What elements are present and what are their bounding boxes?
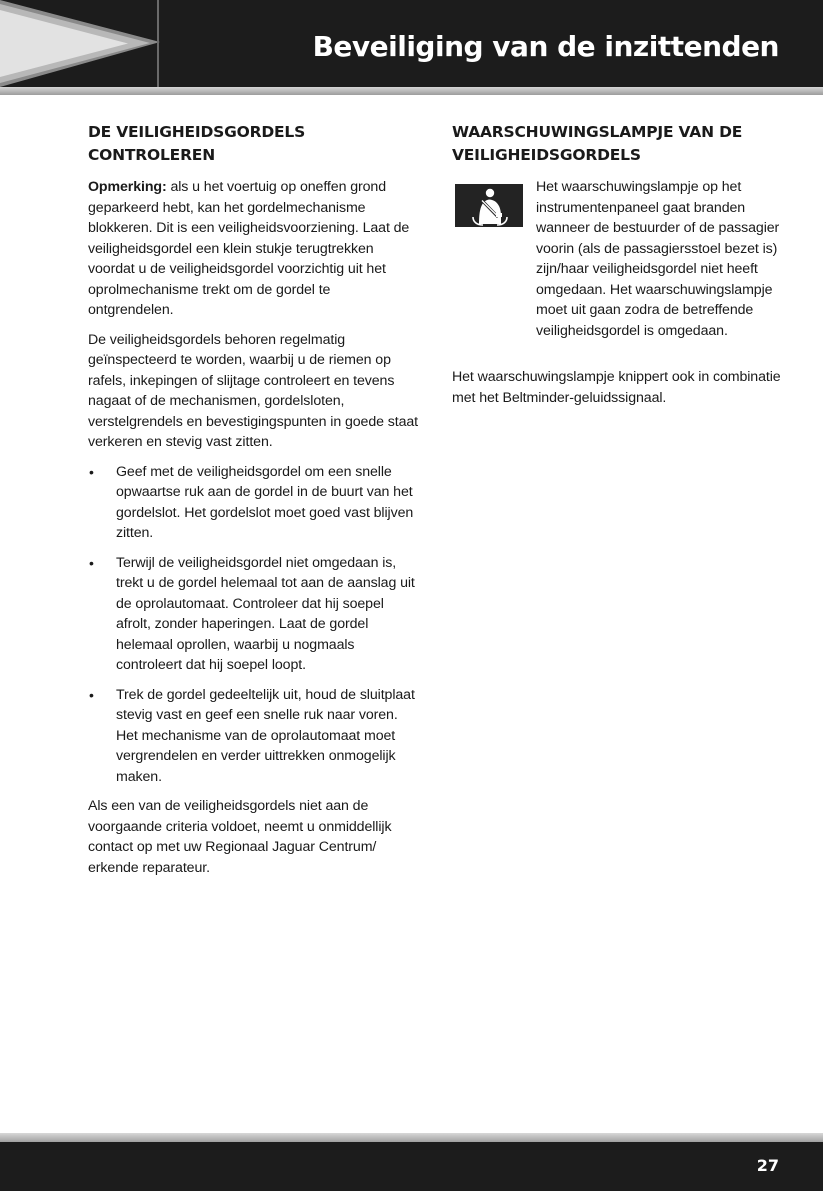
note-label: Opmerking: <box>88 179 167 195</box>
list-item <box>88 685 418 788</box>
bullet-icon: • <box>89 463 94 480</box>
belt-check-heading <box>88 121 418 167</box>
warning-lamp-block <box>452 177 787 341</box>
closing-paragraph: Als een van de veiligheidsgordels niet aan de voorgaande criteria voldoet, neemt u onmiddellijk contact op met uw Regionaal Jaguar Centrum/ erkende reparateur. <box>88 798 392 876</box>
blink-paragraph: Het waarschuwingslampje knippert ook in combinatie met het Beltminder-geluidssignaal. <box>452 369 781 406</box>
check-list <box>88 462 418 788</box>
page-number: 27 <box>756 1156 779 1175</box>
page-title: Beveiliging van de inzittenden <box>312 30 779 63</box>
warning-lamp-description: Het waarschuwingslampje op het instrumentenpaneel gaat branden wanneer de bestuurder of de passagier voorin (als de passagiersstoel bezet is) zijn/haar veiligheidsgordel niet heeft omgedaan. Het waarschuwingslampje moet uit gaan zodra de betreffende veiligheidsgordel is omgedaan. <box>536 179 780 339</box>
footer-accent-strip <box>0 1133 823 1142</box>
bullet-icon: • <box>89 554 94 571</box>
list-item <box>88 462 418 544</box>
seatbelt-warning-icon <box>455 184 523 227</box>
header-accent-strip <box>0 87 823 95</box>
page-footer <box>0 1142 823 1191</box>
note-text: als u het voertuig op oneffen grond geparkeerd hebt, kan het gordelmechanisme blokkeren. Dit is een veiligheidsvoorziening. Laat de veiligheidsgordel een klein stukje terugtrekken voordat u de veiligheidsgordel voorzichtig uit het oprolmechanisme trekt om de gordel te ontgrendelen. <box>88 179 410 318</box>
belt-check-heading-line1: DE VEILIGHEIDSGORDELS <box>88 123 306 141</box>
belt-check-section <box>88 121 418 887</box>
list-item <box>88 553 418 676</box>
brand-chevron-logo <box>0 0 160 87</box>
intro-paragraph: De veiligheidsgordels behoren regelmatig geïnspecteerd te worden, waarbij u de riemen op rafels, inkepingen of slijtage controleert en tevens nagaat of de mechanismen, gordelsloten, verstelgrendels en bevestigingspunten in goede staat verkeren en stevig vast zitten. <box>88 331 419 450</box>
warning-lamp-heading-line2: VEILIGHEIDSGORDELS <box>452 146 641 164</box>
warning-lamp-section <box>452 121 787 417</box>
warning-lamp-heading <box>452 121 787 167</box>
header-divider <box>157 0 159 87</box>
warning-lamp-heading-line1: WAARSCHUWINGSLAMPJE VAN DE <box>452 123 743 141</box>
belt-check-heading-line2: CONTROLEREN <box>88 146 215 164</box>
list-item-text: Terwijl de veiligheidsgordel niet omgedaan is, trekt u de gordel helemaal tot aan de aanslag uit de oprolautomaat. Controleer dat hij soepel afrolt, zonder haperingen. Laat de gordel helemaal oprollen, waarbij u nogmaals controleert dat hij soepel loopt. <box>116 554 415 673</box>
list-item-text: Geef met de veiligheidsgordel om een snelle opwaartse ruk aan de gordel in de buurt van het gordelslot. Het gordelslot moet goed vast blijven zitten. <box>116 463 414 541</box>
bullet-icon: • <box>89 686 94 703</box>
page-header <box>0 0 823 87</box>
list-item-text: Trek de gordel gedeeltelijk uit, houd de sluitplaat stevig vast en geef een snelle ruk naar voren. Het mechanisme van de oprolautomaat moet vergrendelen en verder uittrekken onmogelijk maken. <box>116 686 415 785</box>
note-paragraph <box>88 177 418 321</box>
